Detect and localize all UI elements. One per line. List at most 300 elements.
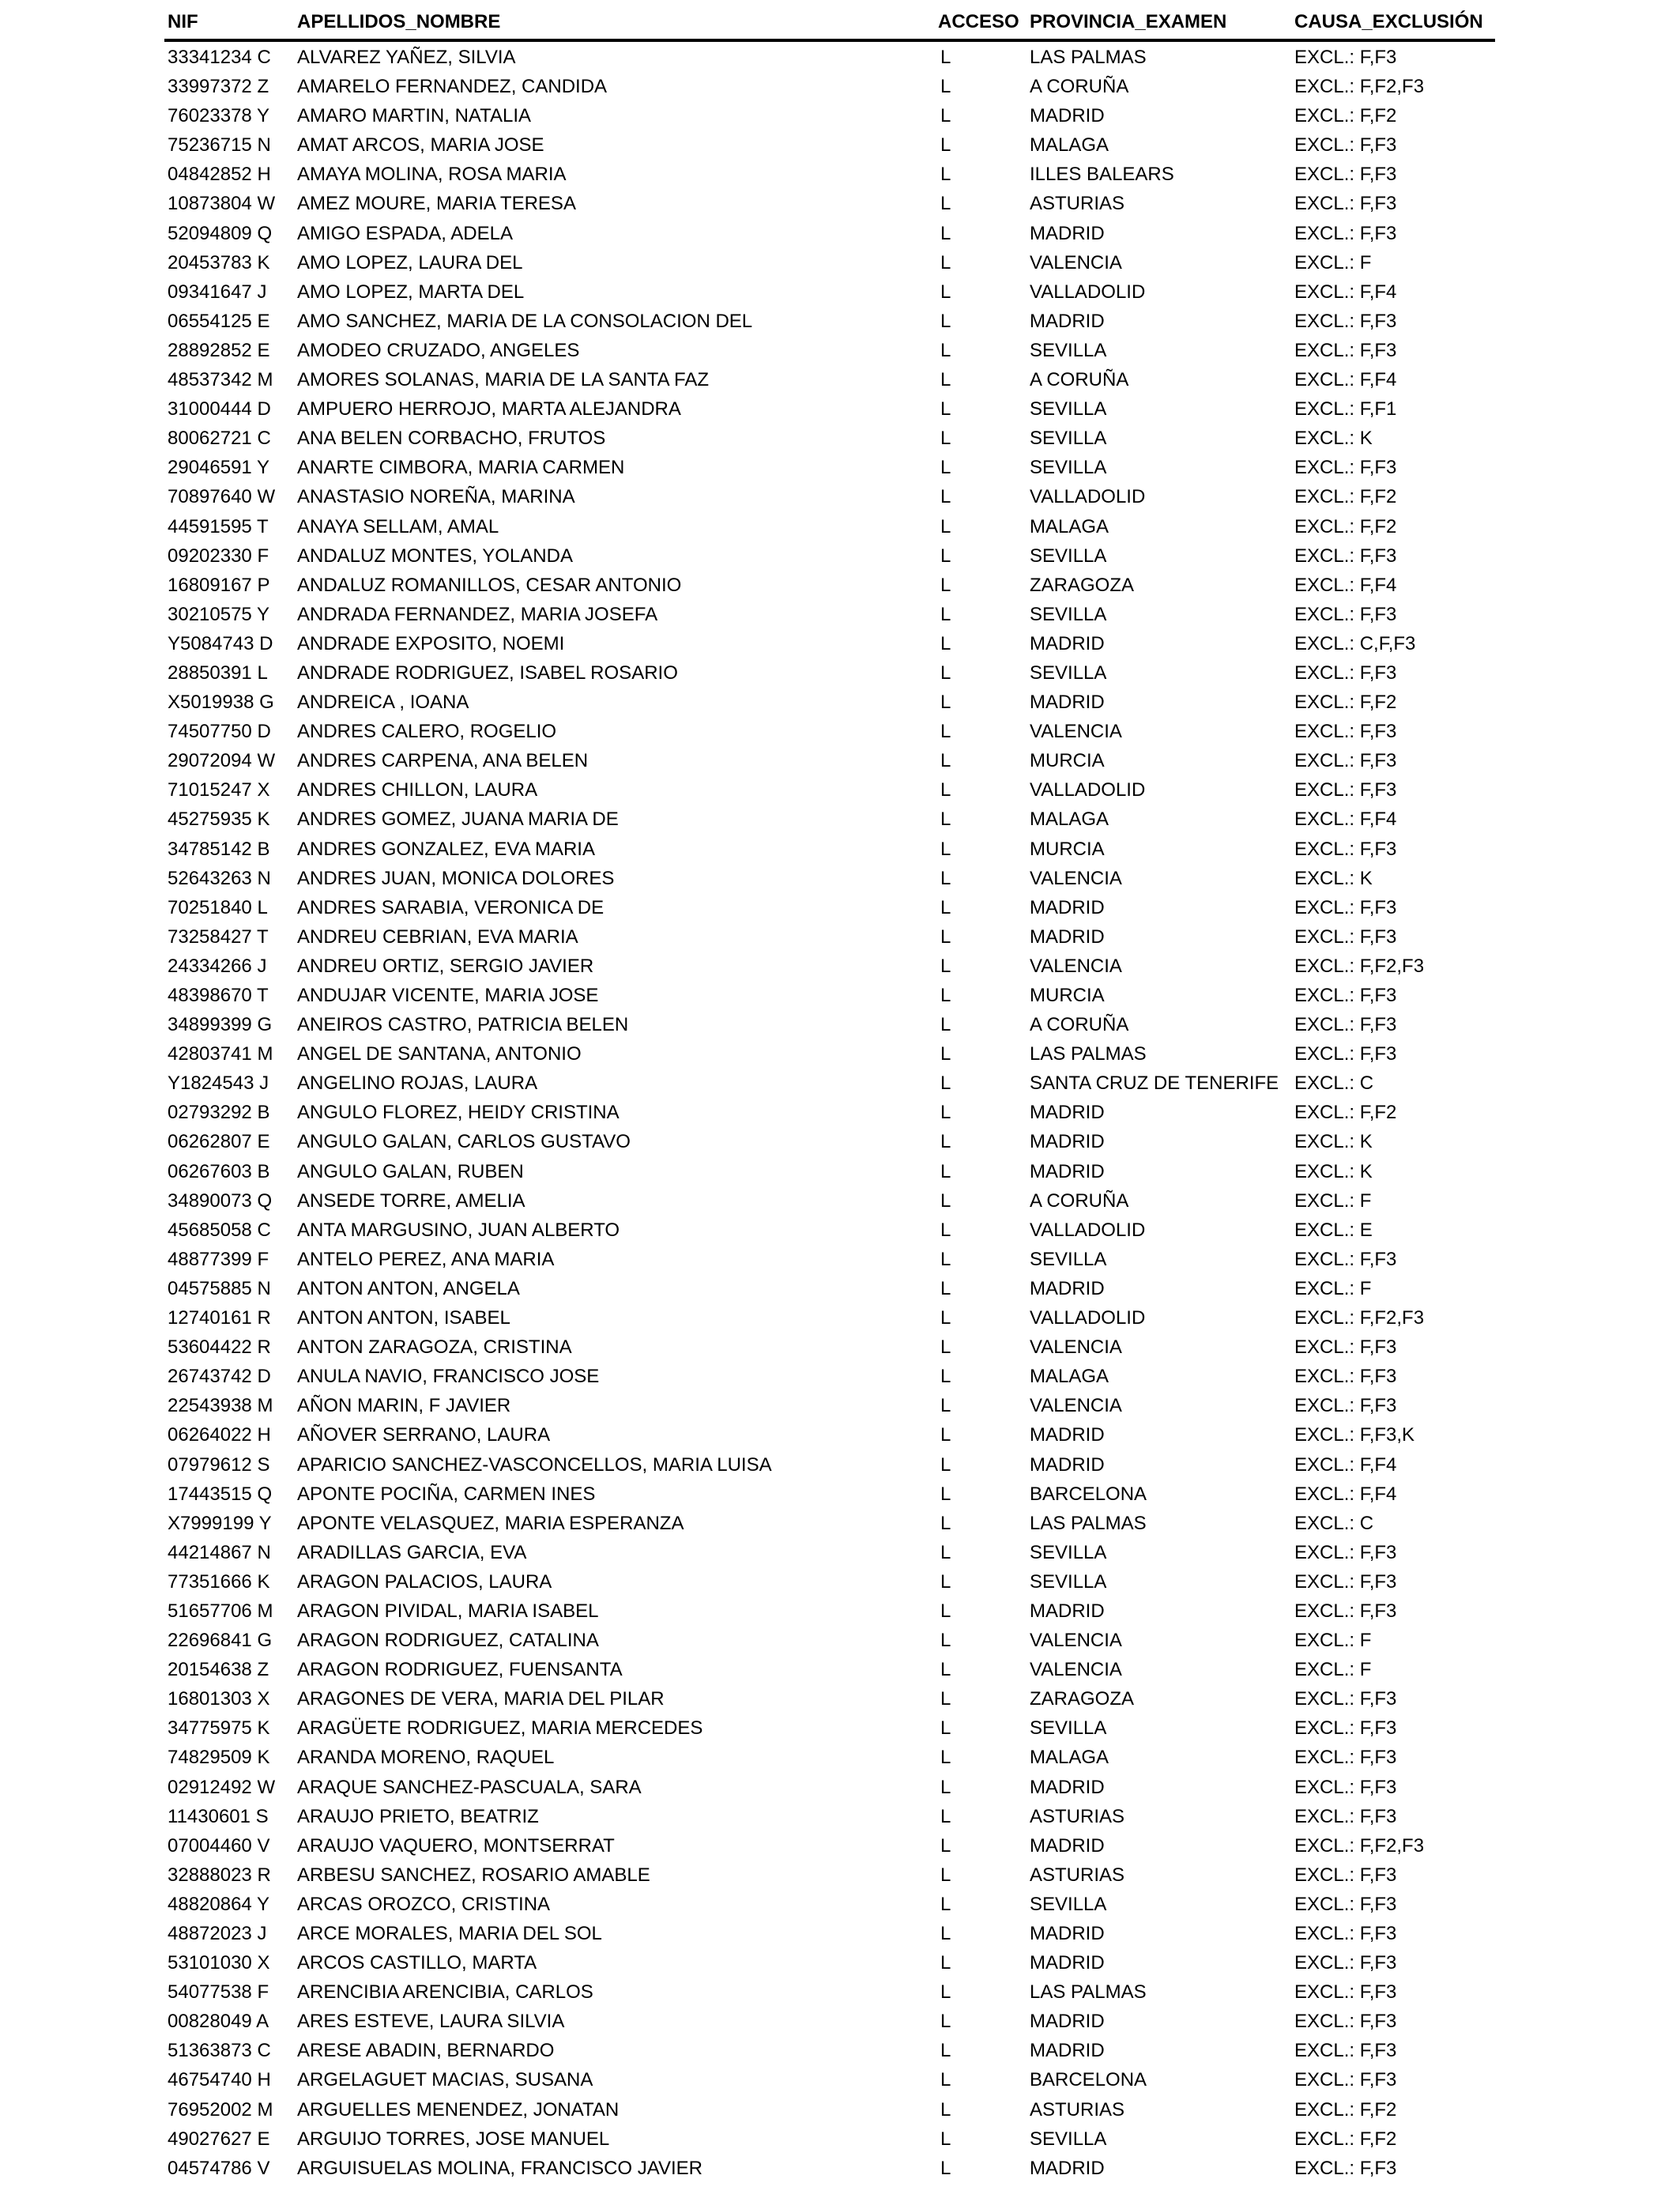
table-row bbox=[0, 1420, 1680, 1449]
cell-acceso: L bbox=[940, 574, 951, 596]
cell-nif: 02912492 W bbox=[168, 1776, 276, 1798]
cell-nif: Y5084743 D bbox=[168, 632, 273, 654]
cell-acceso: L bbox=[940, 1893, 951, 1915]
cell-nif: 09202330 F bbox=[168, 545, 269, 567]
cell-nif: 73258427 T bbox=[168, 925, 269, 948]
cell-causa-exclusion: EXCL.: F,F2,F3 bbox=[1294, 1307, 1425, 1329]
cell-apellidos-nombre: ARAGON RODRIGUEZ, CATALINA bbox=[297, 1630, 599, 1652]
cell-causa-exclusion: EXCL.: F,F2 bbox=[1294, 692, 1397, 714]
cell-apellidos-nombre: ARAGÜETE RODRIGUEZ, MARIA MERCEDES bbox=[297, 1717, 703, 1740]
cell-apellidos-nombre: ALVAREZ YAÑEZ, SILVIA bbox=[297, 47, 516, 68]
cell-causa-exclusion: EXCL.: F,F3 bbox=[1294, 1893, 1397, 1915]
cell-apellidos-nombre: ANDRES GOMEZ, JUANA MARIA DE bbox=[297, 809, 619, 831]
cell-causa-exclusion: EXCL.: F,F3 bbox=[1294, 838, 1397, 860]
cell-nif: 28892852 E bbox=[168, 339, 270, 361]
cell-causa-exclusion: EXCL.: F,F3 bbox=[1294, 339, 1397, 361]
table-row bbox=[0, 541, 1680, 571]
cell-provincia-examen: MALAGA bbox=[1030, 134, 1109, 156]
cell-apellidos-nombre: ANGELINO ROJAS, LAURA bbox=[297, 1072, 538, 1095]
cell-apellidos-nombre: ARESE ABADIN, BERNARDO bbox=[297, 2040, 555, 2062]
cell-acceso: L bbox=[940, 1219, 951, 1241]
cell-acceso: L bbox=[940, 369, 951, 391]
cell-provincia-examen: MADRID bbox=[1030, 1131, 1105, 1153]
table-row bbox=[0, 1157, 1680, 1186]
cell-acceso: L bbox=[940, 632, 951, 654]
cell-causa-exclusion: EXCL.: F,F2 bbox=[1294, 1102, 1397, 1124]
cell-causa-exclusion: EXCL.: K bbox=[1294, 428, 1373, 450]
cell-nif: X7999199 Y bbox=[168, 1512, 272, 1534]
cell-nif: 34775975 K bbox=[168, 1717, 270, 1740]
cell-acceso: L bbox=[940, 515, 951, 537]
cell-causa-exclusion: EXCL.: K bbox=[1294, 1131, 1373, 1153]
cell-apellidos-nombre: ARAGON PALACIOS, LAURA bbox=[297, 1570, 552, 1593]
cell-provincia-examen: VALENCIA bbox=[1030, 867, 1122, 889]
cell-provincia-examen: LAS PALMAS bbox=[1030, 1981, 1147, 2004]
cell-provincia-examen: SEVILLA bbox=[1030, 2128, 1107, 2150]
cell-nif: 54077538 F bbox=[168, 1981, 269, 2004]
table-row bbox=[0, 160, 1680, 189]
cell-causa-exclusion: EXCL.: F,F3 bbox=[1294, 1952, 1397, 1974]
cell-nif: 48820864 Y bbox=[168, 1893, 270, 1915]
cell-provincia-examen: MADRID bbox=[1030, 925, 1105, 948]
cell-nif: 46754740 H bbox=[168, 2069, 271, 2091]
cell-apellidos-nombre: ARGUISUELAS MOLINA, FRANCISCO JAVIER bbox=[297, 2157, 703, 2179]
cell-causa-exclusion: EXCL.: F,F3,K bbox=[1294, 1424, 1415, 1446]
cell-apellidos-nombre: ARANDA MORENO, RAQUEL bbox=[297, 1747, 555, 1769]
cell-acceso: L bbox=[940, 1366, 951, 1388]
cell-nif: 31000444 D bbox=[168, 398, 271, 420]
cell-acceso: L bbox=[940, 1570, 951, 1593]
table-row bbox=[0, 1303, 1680, 1333]
table-row bbox=[0, 1713, 1680, 1743]
cell-apellidos-nombre: ANDRES CALERO, ROGELIO bbox=[297, 721, 557, 743]
cell-apellidos-nombre: APARICIO SANCHEZ-VASCONCELLOS, MARIA LUISA bbox=[297, 1453, 772, 1476]
cell-acceso: L bbox=[940, 1483, 951, 1505]
table-row bbox=[0, 2007, 1680, 2036]
cell-acceso: L bbox=[940, 251, 951, 273]
table-row bbox=[0, 835, 1680, 864]
table-row bbox=[0, 1186, 1680, 1216]
cell-acceso: L bbox=[940, 222, 951, 244]
cell-nif: 34890073 Q bbox=[168, 1189, 273, 1212]
cell-acceso: L bbox=[940, 1043, 951, 1065]
cell-apellidos-nombre: ANDALUZ MONTES, YOLANDA bbox=[297, 545, 573, 567]
table-row bbox=[0, 1216, 1680, 1245]
cell-nif: 71015247 X bbox=[168, 779, 270, 801]
cell-acceso: L bbox=[940, 310, 951, 332]
cell-provincia-examen: MALAGA bbox=[1030, 809, 1109, 831]
table-row bbox=[0, 1069, 1680, 1098]
cell-provincia-examen: MADRID bbox=[1030, 1923, 1105, 1944]
table-row bbox=[0, 512, 1680, 541]
cell-causa-exclusion: EXCL.: F,F2,F3 bbox=[1294, 76, 1425, 98]
cell-provincia-examen: MALAGA bbox=[1030, 515, 1109, 537]
cell-causa-exclusion: EXCL.: F,F3 bbox=[1294, 1395, 1397, 1417]
table-body bbox=[0, 43, 1680, 2183]
cell-apellidos-nombre: ANAYA SELLAM, AMAL bbox=[297, 515, 499, 537]
cell-nif: 53101030 X bbox=[168, 1952, 270, 1974]
cell-nif: 04842852 H bbox=[168, 164, 271, 186]
cell-nif: 53604422 R bbox=[168, 1336, 271, 1359]
cell-causa-exclusion: EXCL.: F,F2,F3 bbox=[1294, 1834, 1425, 1857]
table-row bbox=[0, 775, 1680, 805]
cell-provincia-examen: VALENCIA bbox=[1030, 1336, 1122, 1359]
table-row bbox=[0, 981, 1680, 1010]
cell-apellidos-nombre: AMO LOPEZ, LAURA DEL bbox=[297, 251, 523, 273]
cell-nif: 48537342 M bbox=[168, 369, 273, 391]
cell-nif: 07004460 V bbox=[168, 1834, 270, 1857]
cell-provincia-examen: VALENCIA bbox=[1030, 955, 1122, 977]
header-apellidos-nombre: APELLIDOS_NOMBRE bbox=[297, 11, 501, 32]
cell-nif: Y1824543 J bbox=[168, 1072, 269, 1095]
table-row bbox=[0, 219, 1680, 248]
cell-acceso: L bbox=[940, 1424, 951, 1446]
cell-acceso: L bbox=[940, 955, 951, 977]
cell-causa-exclusion: EXCL.: F,F3 bbox=[1294, 457, 1397, 479]
cell-acceso: L bbox=[940, 1160, 951, 1182]
cell-causa-exclusion: EXCL.: F,F4 bbox=[1294, 809, 1397, 831]
cell-acceso: L bbox=[940, 603, 951, 625]
cell-apellidos-nombre: AMORES SOLANAS, MARIA DE LA SANTA FAZ bbox=[297, 369, 710, 391]
cell-nif: 51657706 M bbox=[168, 1600, 273, 1622]
cell-provincia-examen: VALENCIA bbox=[1030, 251, 1122, 273]
table-row bbox=[0, 922, 1680, 952]
cell-causa-exclusion: EXCL.: F,F3 bbox=[1294, 1366, 1397, 1388]
cell-provincia-examen: MADRID bbox=[1030, 692, 1105, 714]
cell-causa-exclusion: EXCL.: F,F4 bbox=[1294, 1453, 1397, 1476]
cell-causa-exclusion: EXCL.: F,F3 bbox=[1294, 2069, 1397, 2091]
cell-nif: 52094809 Q bbox=[168, 222, 273, 244]
cell-provincia-examen: ZARAGOZA bbox=[1030, 574, 1135, 596]
cell-provincia-examen: ASTURIAS bbox=[1030, 193, 1125, 215]
cell-causa-exclusion: EXCL.: F,F2,F3 bbox=[1294, 955, 1425, 977]
cell-nif: 30210575 Y bbox=[168, 603, 270, 625]
cell-nif: 29046591 Y bbox=[168, 457, 270, 479]
cell-provincia-examen: VALLADOLID bbox=[1030, 486, 1146, 508]
cell-acceso: L bbox=[940, 2040, 951, 2062]
cell-apellidos-nombre: ARCOS CASTILLO, MARTA bbox=[297, 1952, 537, 1974]
cell-causa-exclusion: EXCL.: F bbox=[1294, 1630, 1372, 1652]
cell-apellidos-nombre: ANTON ANTON, ANGELA bbox=[297, 1277, 520, 1299]
cell-causa-exclusion: EXCL.: F bbox=[1294, 1189, 1372, 1212]
cell-provincia-examen: MALAGA bbox=[1030, 1747, 1109, 1769]
cell-apellidos-nombre: ANDRES GONZALEZ, EVA MARIA bbox=[297, 838, 595, 860]
cell-acceso: L bbox=[940, 2098, 951, 2120]
cell-acceso: L bbox=[940, 398, 951, 420]
table-row bbox=[0, 2124, 1680, 2154]
table-row bbox=[0, 1333, 1680, 1362]
cell-nif: 48398670 T bbox=[168, 985, 269, 1006]
table-row bbox=[0, 1362, 1680, 1391]
cell-provincia-examen: LAS PALMAS bbox=[1030, 1043, 1147, 1065]
cell-causa-exclusion: EXCL.: F,F2 bbox=[1294, 2098, 1397, 2120]
cell-acceso: L bbox=[940, 1952, 951, 1974]
cell-nif: 76023378 Y bbox=[168, 105, 270, 127]
cell-provincia-examen: VALLADOLID bbox=[1030, 1307, 1146, 1329]
cell-nif: 04574786 V bbox=[168, 2157, 270, 2179]
table-row bbox=[0, 1860, 1680, 1890]
cell-nif: 80062721 C bbox=[168, 428, 271, 450]
cell-apellidos-nombre: ARGELAGUET MACIAS, SUSANA bbox=[297, 2069, 593, 2091]
table-row bbox=[0, 805, 1680, 834]
cell-causa-exclusion: EXCL.: F,F3 bbox=[1294, 896, 1397, 918]
table-row bbox=[0, 600, 1680, 629]
cell-causa-exclusion: EXCL.: F,F3 bbox=[1294, 2011, 1397, 2033]
cell-apellidos-nombre: ANGULO GALAN, RUBEN bbox=[297, 1160, 524, 1182]
cell-apellidos-nombre: APONTE VELASQUEZ, MARIA ESPERANZA bbox=[297, 1512, 684, 1534]
cell-apellidos-nombre: ANTON ANTON, ISABEL bbox=[297, 1307, 510, 1329]
cell-causa-exclusion: EXCL.: F,F3 bbox=[1294, 222, 1397, 244]
cell-acceso: L bbox=[940, 985, 951, 1006]
cell-provincia-examen: BARCELONA bbox=[1030, 2069, 1147, 2091]
cell-acceso: L bbox=[940, 721, 951, 743]
cell-acceso: L bbox=[940, 339, 951, 361]
cell-causa-exclusion: EXCL.: F,F4 bbox=[1294, 1483, 1397, 1505]
cell-apellidos-nombre: ANDRES JUAN, MONICA DOLORES bbox=[297, 867, 615, 889]
table-row bbox=[0, 2095, 1680, 2124]
cell-acceso: L bbox=[940, 809, 951, 831]
table-row bbox=[0, 307, 1680, 336]
cell-nif: 33997372 Z bbox=[168, 76, 269, 98]
cell-apellidos-nombre: ANGEL DE SANTANA, ANTONIO bbox=[297, 1043, 582, 1065]
cell-acceso: L bbox=[940, 896, 951, 918]
cell-acceso: L bbox=[940, 1072, 951, 1095]
cell-nif: 49027627 E bbox=[168, 2128, 270, 2150]
cell-acceso: L bbox=[940, 486, 951, 508]
cell-causa-exclusion: EXCL.: E bbox=[1294, 1219, 1373, 1241]
cell-nif: 16809167 P bbox=[168, 574, 270, 596]
cell-causa-exclusion: EXCL.: F,F1 bbox=[1294, 398, 1397, 420]
cell-causa-exclusion: EXCL.: F,F3 bbox=[1294, 545, 1397, 567]
cell-provincia-examen: ILLES BALEARS bbox=[1030, 164, 1174, 186]
cell-provincia-examen: VALLADOLID bbox=[1030, 281, 1146, 303]
cell-apellidos-nombre: ANGULO GALAN, CARLOS GUSTAVO bbox=[297, 1131, 631, 1153]
cell-acceso: L bbox=[940, 838, 951, 860]
cell-apellidos-nombre: ANDRADE RODRIGUEZ, ISABEL ROSARIO bbox=[297, 662, 678, 684]
cell-nif: 48877399 F bbox=[168, 1248, 269, 1270]
cell-provincia-examen: MADRID bbox=[1030, 2157, 1105, 2179]
table-row bbox=[0, 1596, 1680, 1626]
cell-causa-exclusion: EXCL.: F,F3 bbox=[1294, 1043, 1397, 1065]
cell-causa-exclusion: EXCL.: F,F3 bbox=[1294, 1248, 1397, 1270]
table-row bbox=[0, 1655, 1680, 1684]
cell-causa-exclusion: EXCL.: F,F3 bbox=[1294, 925, 1397, 948]
cell-provincia-examen: MADRID bbox=[1030, 1834, 1105, 1857]
cell-apellidos-nombre: AMAYA MOLINA, ROSA MARIA bbox=[297, 164, 567, 186]
table-row bbox=[0, 746, 1680, 775]
table-row bbox=[0, 130, 1680, 160]
cell-nif: 22696841 G bbox=[168, 1630, 273, 1652]
cell-acceso: L bbox=[940, 1717, 951, 1740]
table-row bbox=[0, 864, 1680, 893]
cell-nif: 16801303 X bbox=[168, 1688, 270, 1710]
cell-apellidos-nombre: ANDRES CARPENA, ANA BELEN bbox=[297, 750, 589, 772]
cell-apellidos-nombre: ARCE MORALES, MARIA DEL SOL bbox=[297, 1923, 602, 1944]
cell-provincia-examen: SEVILLA bbox=[1030, 1893, 1107, 1915]
cell-nif: 20154638 Z bbox=[168, 1659, 269, 1681]
cell-provincia-examen: MURCIA bbox=[1030, 750, 1105, 772]
cell-causa-exclusion: EXCL.: F,F3 bbox=[1294, 1336, 1397, 1359]
cell-acceso: L bbox=[940, 1659, 951, 1681]
cell-acceso: L bbox=[940, 47, 951, 68]
cell-provincia-examen: VALENCIA bbox=[1030, 1659, 1122, 1681]
cell-acceso: L bbox=[940, 1981, 951, 2004]
table-row bbox=[0, 101, 1680, 130]
cell-provincia-examen: MADRID bbox=[1030, 1160, 1105, 1182]
cell-apellidos-nombre: AMO SANCHEZ, MARIA DE LA CONSOLACION DEL bbox=[297, 310, 753, 332]
table-row bbox=[0, 658, 1680, 688]
table-row bbox=[0, 453, 1680, 482]
table-row bbox=[0, 424, 1680, 453]
cell-apellidos-nombre: AMAT ARCOS, MARIA JOSE bbox=[297, 134, 544, 156]
cell-apellidos-nombre: ANDRADA FERNANDEZ, MARIA JOSEFA bbox=[297, 603, 658, 625]
cell-causa-exclusion: EXCL.: F,F3 bbox=[1294, 310, 1397, 332]
cell-causa-exclusion: EXCL.: F,F3 bbox=[1294, 1541, 1397, 1563]
cell-nif: 17443515 Q bbox=[168, 1483, 273, 1505]
cell-provincia-examen: MADRID bbox=[1030, 222, 1105, 244]
cell-provincia-examen: A CORUÑA bbox=[1030, 76, 1129, 98]
cell-nif: 06264022 H bbox=[168, 1424, 271, 1446]
cell-provincia-examen: MADRID bbox=[1030, 105, 1105, 127]
cell-acceso: L bbox=[940, 1307, 951, 1329]
cell-provincia-examen: SANTA CRUZ DE TENERIFE bbox=[1030, 1072, 1279, 1095]
cell-nif: 07979612 S bbox=[168, 1453, 270, 1476]
cell-acceso: L bbox=[940, 1747, 951, 1769]
cell-nif: 48872023 J bbox=[168, 1923, 267, 1944]
table-row bbox=[0, 893, 1680, 922]
table-row bbox=[0, 952, 1680, 981]
cell-provincia-examen: A CORUÑA bbox=[1030, 369, 1129, 391]
cell-acceso: L bbox=[940, 1923, 951, 1944]
cell-provincia-examen: MADRID bbox=[1030, 632, 1105, 654]
cell-nif: 32888023 R bbox=[168, 1864, 271, 1886]
cell-provincia-examen: SEVILLA bbox=[1030, 398, 1107, 420]
cell-causa-exclusion: EXCL.: C bbox=[1294, 1512, 1374, 1534]
cell-apellidos-nombre: AMARO MARTIN, NATALIA bbox=[297, 105, 532, 127]
cell-provincia-examen: SEVILLA bbox=[1030, 339, 1107, 361]
table-row bbox=[0, 394, 1680, 424]
table-row bbox=[0, 1773, 1680, 1802]
cell-apellidos-nombre: ANTON ZARAGOZA, CRISTINA bbox=[297, 1336, 572, 1359]
header-nif: NIF bbox=[168, 11, 198, 32]
table-row bbox=[0, 717, 1680, 746]
cell-causa-exclusion: EXCL.: F,F2 bbox=[1294, 486, 1397, 508]
cell-acceso: L bbox=[940, 193, 951, 215]
cell-causa-exclusion: EXCL.: F,F2 bbox=[1294, 2128, 1397, 2150]
cell-causa-exclusion: EXCL.: F,F3 bbox=[1294, 164, 1397, 186]
cell-provincia-examen: VALLADOLID bbox=[1030, 1219, 1146, 1241]
table-row bbox=[0, 189, 1680, 218]
cell-nif: 70251840 L bbox=[168, 896, 268, 918]
table-row bbox=[0, 1948, 1680, 1977]
cell-nif: 06554125 E bbox=[168, 310, 270, 332]
cell-nif: 44214867 N bbox=[168, 1541, 271, 1563]
cell-acceso: L bbox=[940, 1131, 951, 1153]
cell-provincia-examen: MADRID bbox=[1030, 1102, 1105, 1124]
cell-nif: 34785142 B bbox=[168, 838, 270, 860]
cell-acceso: L bbox=[940, 1805, 951, 1827]
cell-apellidos-nombre: ARAQUE SANCHEZ-PASCUALA, SARA bbox=[297, 1776, 642, 1798]
table-row bbox=[0, 365, 1680, 394]
cell-provincia-examen: MADRID bbox=[1030, 1952, 1105, 1974]
table-row bbox=[0, 1274, 1680, 1303]
cell-apellidos-nombre: ANDRADE EXPOSITO, NOEMI bbox=[297, 632, 565, 654]
cell-apellidos-nombre: ARBESU SANCHEZ, ROSARIO AMABLE bbox=[297, 1864, 650, 1886]
cell-nif: 33341234 C bbox=[168, 47, 271, 68]
cell-provincia-examen: VALENCIA bbox=[1030, 1630, 1122, 1652]
cell-acceso: L bbox=[940, 1102, 951, 1124]
cell-provincia-examen: SEVILLA bbox=[1030, 457, 1107, 479]
cell-nif: 06267603 B bbox=[168, 1160, 270, 1182]
cell-acceso: L bbox=[940, 428, 951, 450]
cell-causa-exclusion: EXCL.: F,F3 bbox=[1294, 1864, 1397, 1886]
cell-nif: 45685058 C bbox=[168, 1219, 271, 1241]
cell-nif: 74507750 D bbox=[168, 721, 271, 743]
cell-apellidos-nombre: AMARELO FERNANDEZ, CANDIDA bbox=[297, 76, 608, 98]
cell-provincia-examen: VALENCIA bbox=[1030, 1395, 1122, 1417]
cell-provincia-examen: MADRID bbox=[1030, 1453, 1105, 1476]
cell-causa-exclusion: EXCL.: F,F3 bbox=[1294, 1776, 1397, 1798]
cell-provincia-examen: VALLADOLID bbox=[1030, 779, 1146, 801]
table-row bbox=[0, 1831, 1680, 1860]
cell-acceso: L bbox=[940, 545, 951, 567]
cell-causa-exclusion: EXCL.: F,F3 bbox=[1294, 750, 1397, 772]
table-row bbox=[0, 1098, 1680, 1127]
cell-apellidos-nombre: AMIGO ESPADA, ADELA bbox=[297, 222, 513, 244]
header-causa-exclusion: CAUSA_EXCLUSIÓN bbox=[1294, 11, 1483, 32]
cell-acceso: L bbox=[940, 1395, 951, 1417]
cell-apellidos-nombre: ARADILLAS GARCIA, EVA bbox=[297, 1541, 527, 1563]
cell-acceso: L bbox=[940, 2128, 951, 2150]
cell-apellidos-nombre: ANDREICA , IOANA bbox=[297, 692, 469, 714]
cell-acceso: L bbox=[940, 1600, 951, 1622]
cell-provincia-examen: BARCELONA bbox=[1030, 1483, 1147, 1505]
cell-provincia-examen: SEVILLA bbox=[1030, 1717, 1107, 1740]
cell-nif: 70897640 W bbox=[168, 486, 276, 508]
cell-nif: 51363873 C bbox=[168, 2040, 271, 2062]
cell-provincia-examen: SEVILLA bbox=[1030, 545, 1107, 567]
cell-apellidos-nombre: ARENCIBIA ARENCIBIA, CARLOS bbox=[297, 1981, 593, 2004]
table-row bbox=[0, 482, 1680, 511]
table-row bbox=[0, 277, 1680, 307]
cell-apellidos-nombre: APONTE POCIÑA, CARMEN INES bbox=[297, 1483, 596, 1505]
cell-apellidos-nombre: ANDRES CHILLON, LAURA bbox=[297, 779, 538, 801]
cell-causa-exclusion: EXCL.: F,F4 bbox=[1294, 574, 1397, 596]
cell-acceso: L bbox=[940, 1834, 951, 1857]
cell-causa-exclusion: EXCL.: C,F,F3 bbox=[1294, 632, 1416, 654]
cell-apellidos-nombre: ANARTE CIMBORA, MARIA CARMEN bbox=[297, 457, 625, 479]
cell-nif: 12740161 R bbox=[168, 1307, 271, 1329]
cell-provincia-examen: MURCIA bbox=[1030, 985, 1105, 1006]
cell-acceso: L bbox=[940, 779, 951, 801]
cell-acceso: L bbox=[940, 1630, 951, 1652]
table-row bbox=[0, 1890, 1680, 1919]
cell-acceso: L bbox=[940, 925, 951, 948]
table-row bbox=[0, 1480, 1680, 1509]
cell-acceso: L bbox=[940, 1864, 951, 1886]
table-row bbox=[0, 2036, 1680, 2065]
cell-apellidos-nombre: ANDREU ORTIZ, SERGIO JAVIER bbox=[297, 955, 594, 977]
table-row bbox=[0, 1977, 1680, 2007]
cell-causa-exclusion: EXCL.: F,F3 bbox=[1294, 985, 1397, 1006]
cell-apellidos-nombre: ANSEDE TORRE, AMELIA bbox=[297, 1189, 525, 1212]
cell-causa-exclusion: EXCL.: F,F3 bbox=[1294, 47, 1397, 68]
cell-causa-exclusion: EXCL.: K bbox=[1294, 1160, 1373, 1182]
table-row bbox=[0, 336, 1680, 365]
cell-nif: 44591595 T bbox=[168, 515, 269, 537]
cell-provincia-examen: MADRID bbox=[1030, 310, 1105, 332]
table-row bbox=[0, 1684, 1680, 1713]
